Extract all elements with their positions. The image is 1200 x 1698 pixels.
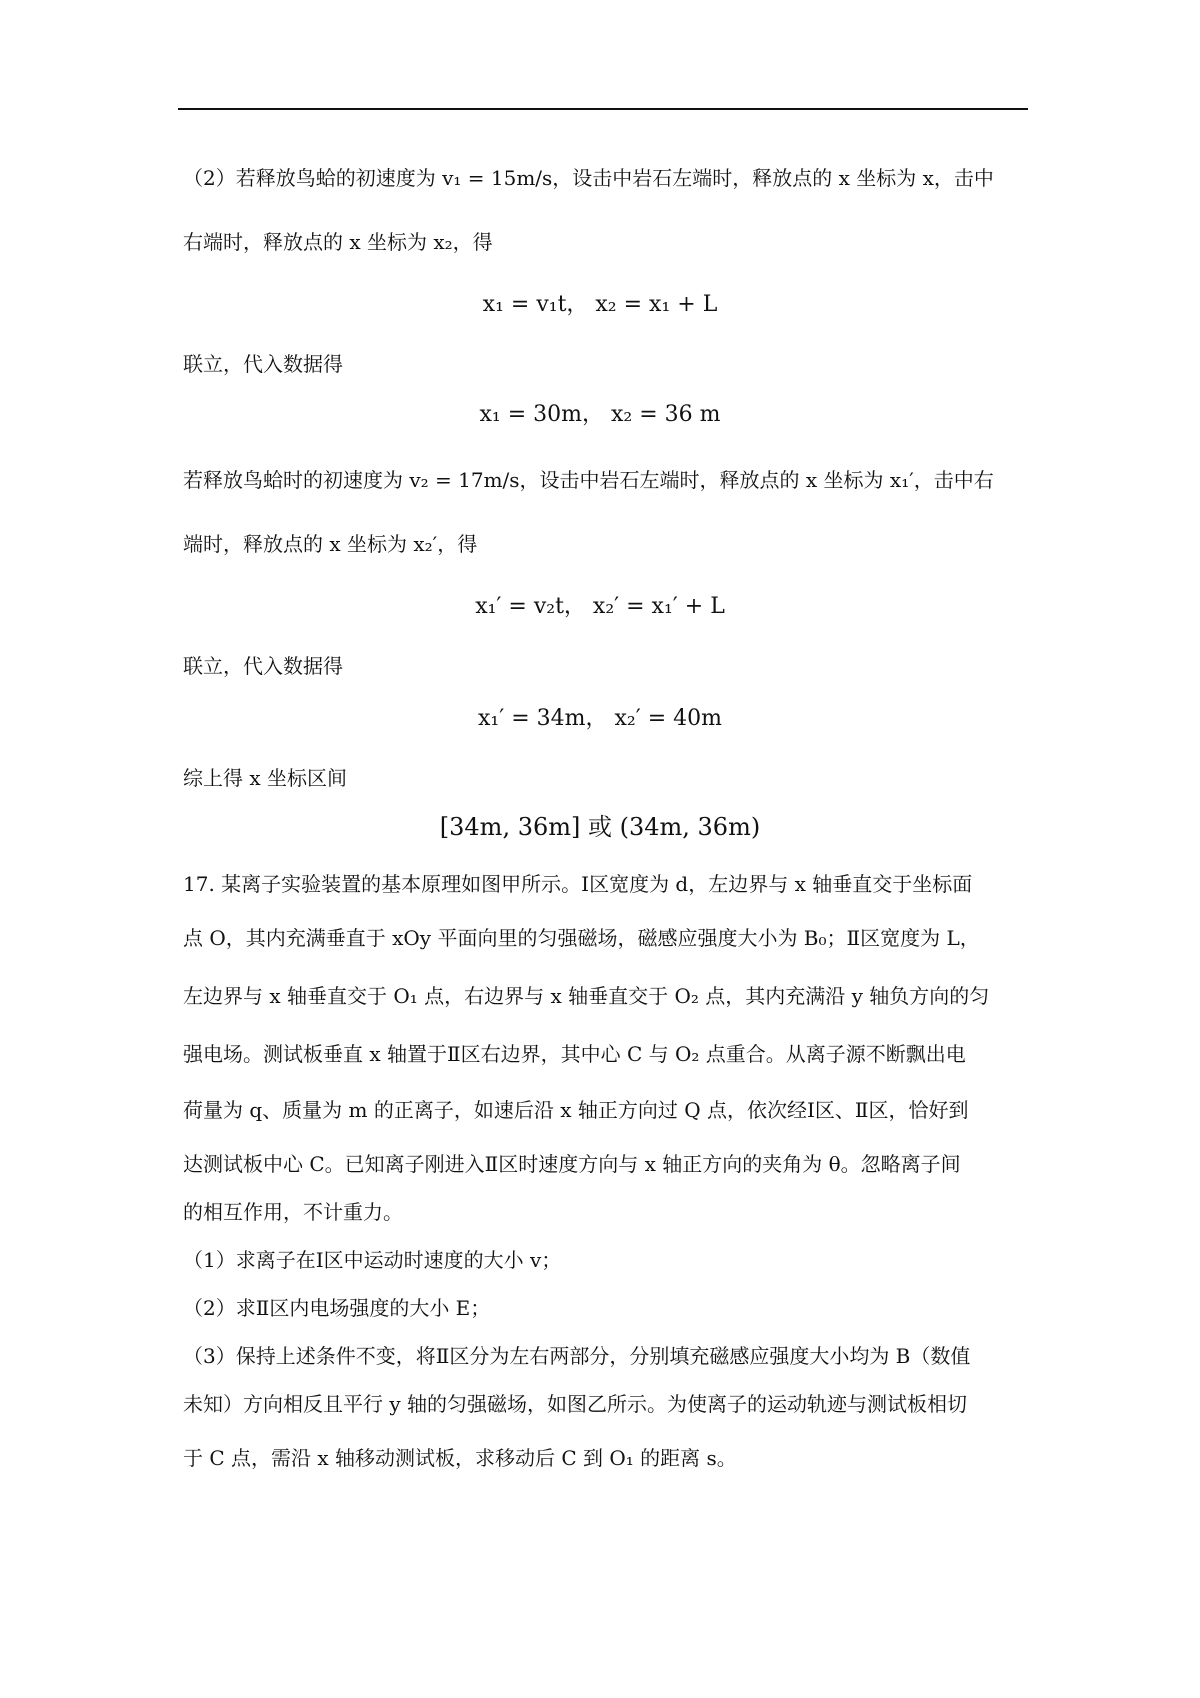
- equation: x₁ = 30m， x₂ = 36 m: [479, 402, 721, 427]
- text-line: （2）求Ⅱ区内电场强度的大小 E；: [183, 1296, 491, 1320]
- text-line: 若释放鸟蛤时的初速度为 v₂ = 17m/s，设击中岩石左端时，释放点的 x 坐标为 x₁′，击中右: [183, 468, 994, 492]
- text-line: 联立，代入数据得: [183, 654, 343, 678]
- equation: x₁′ = 34m， x₂′ = 40m: [478, 706, 722, 731]
- text-line: 端时，释放点的 x 坐标为 x₂′，得: [183, 532, 478, 556]
- text-line: 未知）方向相反且平行 y 轴的匀强磁场，如图乙所示。为使离子的运动轨迹与测试板相切: [183, 1392, 968, 1416]
- text-line: 综上得 x 坐标区间: [183, 766, 347, 790]
- text-line: 右端时，释放点的 x 坐标为 x₂，得: [183, 230, 493, 254]
- text-line: （3）保持上述条件不变，将Ⅱ区分为左右两部分，分别填充磁感应强度大小均为 B（数值: [183, 1344, 971, 1368]
- equation: x₁′ = v₂t， x₂′ = x₁′ + L: [475, 594, 725, 619]
- text-line: （1）求离子在Ⅰ区中运动时速度的大小 v；: [183, 1248, 562, 1272]
- header-rule: [178, 108, 1028, 110]
- equation: [34m, 36m] 或 (34m, 36m): [439, 813, 761, 841]
- text-line: 于 C 点，需沿 x 轴移动测试板，求移动后 C 到 O₁ 的距离 s。: [183, 1446, 737, 1470]
- text-line: 联立，代入数据得: [183, 352, 343, 376]
- text-line: 17. 某离子实验装置的基本原理如图甲所示。Ⅰ区宽度为 d，左边界与 x 轴垂直交于坐标面: [183, 872, 973, 896]
- text-line: （2）若释放鸟蛤的初速度为 v₁ = 15m/s，设击中岩石左端时，释放点的 x 坐标为 x，击中: [183, 166, 994, 190]
- text-line: 的相互作用，不计重力。: [183, 1200, 403, 1224]
- equation: x₁ = v₁t， x₂ = x₁ + L: [482, 292, 718, 317]
- text-line: 点 O，其内充满垂直于 xOy 平面向里的匀强磁场，磁感应强度大小为 B₀；Ⅱ区宽度为 L，: [183, 926, 980, 950]
- text-line: 达测试板中心 C。已知离子刚进入Ⅱ区时速度方向与 x 轴正方向的夹角为 θ。忽略离子间: [183, 1152, 961, 1176]
- text-line: 左边界与 x 轴垂直交于 O₁ 点，右边界与 x 轴垂直交于 O₂ 点，其内充满沿 y 轴负方向的匀: [183, 984, 990, 1008]
- text-line: 强电场。测试板垂直 x 轴置于Ⅱ区右边界，其中心 C 与 O₂ 点重合。从离子源不断飘出电: [183, 1042, 966, 1066]
- text-line: 荷量为 q、质量为 m 的正离子，如速后沿 x 轴正方向过 Q 点，依次经Ⅰ区、Ⅱ区，恰好到: [183, 1098, 969, 1122]
